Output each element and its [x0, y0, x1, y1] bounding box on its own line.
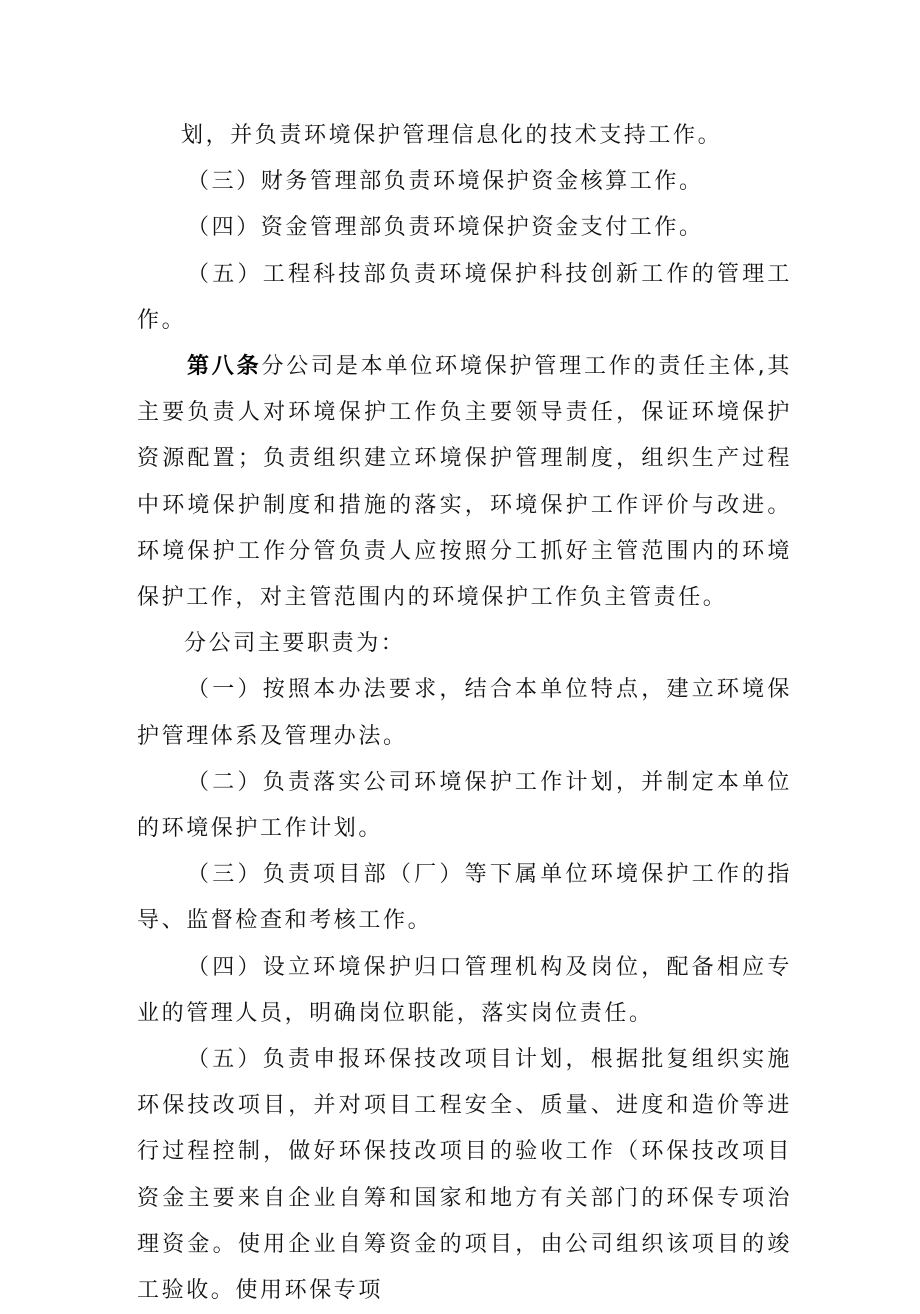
paragraph-text: （二）负责落实公司环境保护工作计划，并制定本单位的环境保护工作计划。 [137, 769, 792, 842]
paragraph-text: （五）工程科技部负责环境保护科技创新工作的管理工作。 [137, 261, 792, 333]
paragraph-text: 分公司是本单位环境保护管理工作的责任主体,其主要负责人对环境保护工作负主要领导责任，保证环境保护资源配置；负责组织建立环境保护管理制度，组织生产过程中环境保护制度和措施的落实，环境保护工作评价与改进。环境保护工作分管负责人应按照分工抓好主管范围内的环境保护工作，对主管范围内的环境保护工作负主管责任。 [137, 354, 792, 611]
paragraph-article-8 [137, 344, 792, 621]
paragraph-item-funds [137, 205, 792, 251]
paragraph-item-finance [137, 159, 792, 205]
article-label: 第八条 [187, 354, 262, 380]
document-body [137, 113, 792, 1314]
paragraph-text: （四）设立环境保护归口管理机构及岗位，配备相应专业的管理人员，明确岗位职能，落实岗位责任。 [137, 954, 792, 1026]
paragraph-branch-duties-heading [137, 621, 792, 667]
paragraph-duty-3 [137, 852, 792, 944]
paragraph-duty-5 [137, 1037, 792, 1314]
paragraph-text: （四）资金管理部负责环境保护资金支付工作。 [187, 215, 704, 241]
paragraph-text: 分公司主要职责为： [184, 631, 406, 657]
paragraph-duty-1 [137, 667, 792, 759]
paragraph-text: （一）按照本办法要求，结合本单位特点，建立环境保护管理体系及管理办法。 [137, 677, 792, 749]
paragraph-duty-2 [137, 760, 792, 852]
paragraph-item-engineering [137, 252, 792, 344]
paragraph-text: （五）负责申报环保技改项目计划，根据批复组织实施环保技改项目，并对项目工程安全、质量、进度和造价等进行过程控制，做好环保技改项目的验收工作（环保技改项目资金主要来自企业自筹和国家和地方有关部门的环保专项治理资金。使用企业自筹资金的项目，由公司组织该项目的竣工验收。使用环保专项 [137, 1047, 792, 1304]
paragraph-text: 划，并负责环境保护管理信息化的技术支持工作。 [181, 123, 723, 148]
paragraph-text: （三）负责项目部（厂）等下属单位环境保护工作的指导、监督检查和考核工作。 [137, 862, 792, 934]
paragraph-text: （三）财务管理部负责环境保护资金核算工作。 [187, 169, 704, 195]
paragraph-duty-4 [137, 945, 792, 1037]
paragraph-continuation [137, 113, 792, 159]
